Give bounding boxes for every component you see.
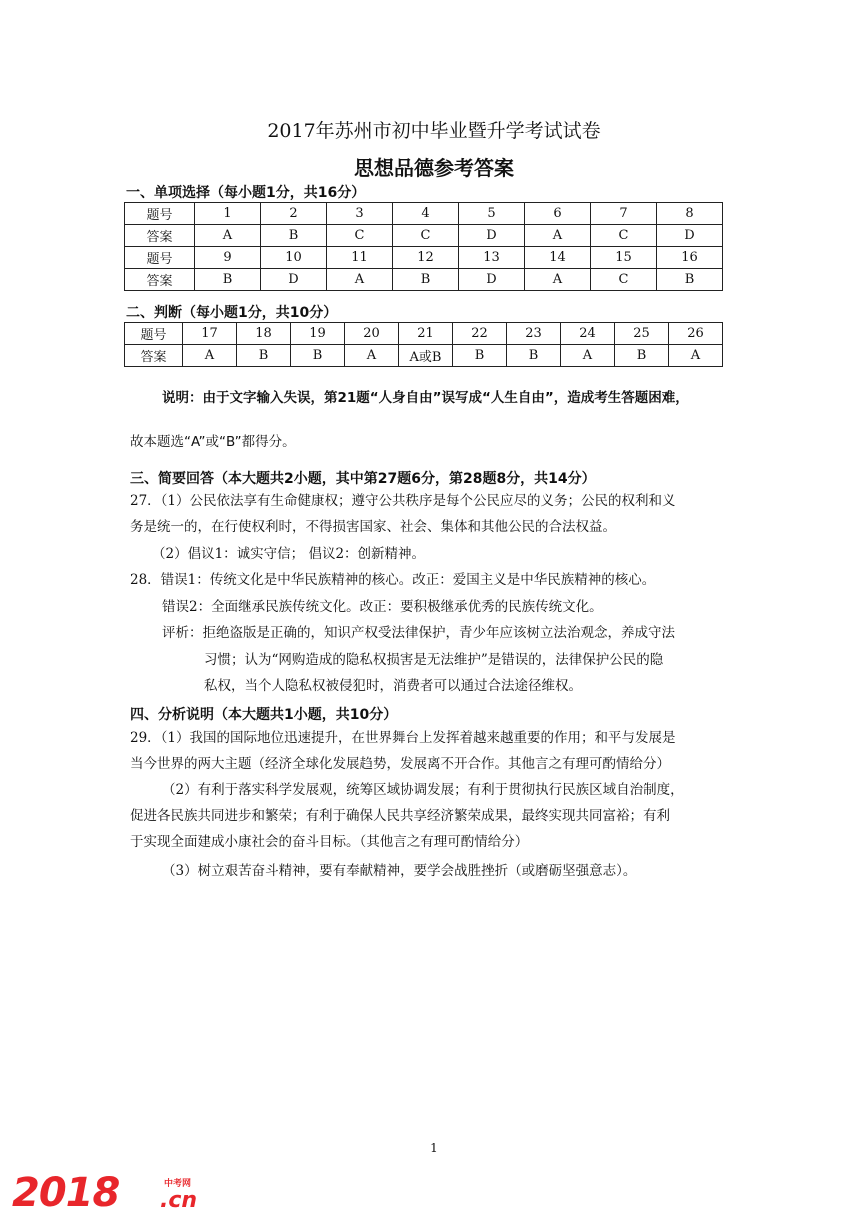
table-cell: D <box>459 225 525 247</box>
table-cell: A <box>327 269 393 291</box>
table-cell: 11 <box>327 247 393 269</box>
choice-answer-table <box>124 202 723 291</box>
logo-small-text: 中考网 <box>164 1179 192 1189</box>
page-number: 1 <box>430 1141 438 1155</box>
logo-main-text: 2018 <box>12 1170 120 1216</box>
table-cell: B <box>291 345 345 367</box>
table-cell: B <box>657 269 723 291</box>
answer-line: 27．（1）公民依法享有生命健康权；遵守公共秩序是每个公民应尽的义务；公民的权利和义 <box>130 493 676 509</box>
table-cell: A <box>525 269 591 291</box>
table-cell: 18 <box>237 323 291 345</box>
table-cell: A或B <box>399 345 453 367</box>
table-cell: D <box>657 225 723 247</box>
table-cell: C <box>591 225 657 247</box>
table-cell: 题号 <box>125 247 195 269</box>
table-cell: 答案 <box>125 225 195 247</box>
table-cell: 3 <box>327 203 393 225</box>
note-line-1: 说明：由于文字输入失误，第21题“人身自由”误写成“人生自由”，造成考生答题困难， <box>162 390 689 406</box>
table-row <box>125 323 723 345</box>
table-cell: 7 <box>591 203 657 225</box>
logo-domain-text: .cn <box>160 1188 198 1213</box>
table-cell: 15 <box>591 247 657 269</box>
table-cell: 8 <box>657 203 723 225</box>
table-cell: 2 <box>261 203 327 225</box>
table-row <box>125 345 723 367</box>
answer-line: 错误2：全面继承民族传统文化。改正：要积极继承优秀的民族传统文化。 <box>162 599 603 615</box>
table-cell: B <box>261 225 327 247</box>
table-cell: 24 <box>561 323 615 345</box>
section-1-heading: 一、单项选择（每小题1分，共16分） <box>126 185 366 201</box>
table-row <box>125 269 723 291</box>
table-cell: C <box>327 225 393 247</box>
table-cell: D <box>261 269 327 291</box>
answer-line: 促进各民族共同进步和繁荣；有利于确保人民共享经济繁荣成果，最终实现共同富裕；有利 <box>130 808 670 824</box>
table-cell: 答案 <box>125 269 195 291</box>
table-cell: 22 <box>453 323 507 345</box>
answer-line: 评析：拒绝盗版是正确的，知识产权受法律保护，青少年应该树立法治观念，养成守法 <box>162 625 675 641</box>
table-cell: 20 <box>345 323 399 345</box>
table-cell: 12 <box>393 247 459 269</box>
table-cell: B <box>615 345 669 367</box>
table-cell: 答案 <box>125 345 183 367</box>
answer-line: 私权，当个人隐私权被侵犯时，消费者可以通过合法途径维权。 <box>204 678 582 694</box>
table-cell: B <box>453 345 507 367</box>
table-cell: C <box>591 269 657 291</box>
table-cell: B <box>237 345 291 367</box>
table-cell: A <box>669 345 723 367</box>
table-cell: 题号 <box>125 323 183 345</box>
section-2-heading: 二、判断（每小题1分，共10分） <box>126 305 338 321</box>
section-3-heading: 三、简要回答（本大题共2小题，其中第27题6分，第28题8分，共14分） <box>130 471 596 487</box>
table-cell: 4 <box>393 203 459 225</box>
answer-line: 当今世界的两大主题（经济全球化发展趋势，发展离不开合作。其他言之有理可酌情给分） <box>130 756 670 772</box>
table-cell: 5 <box>459 203 525 225</box>
table-cell: 题号 <box>125 203 195 225</box>
table-cell: A <box>525 225 591 247</box>
answer-line: 29．（1）我国的国际地位迅速提升，在世界舞台上发挥着越来越重要的作用；和平与发展是 <box>130 730 676 746</box>
answer-line: 28．错误1：传统文化是中华民族精神的核心。改正：爱国主义是中华民族精神的核心。 <box>130 572 656 588</box>
table-cell: 9 <box>195 247 261 269</box>
note-line-2: 故本题选“A”或“B”都得分。 <box>130 434 296 450</box>
table-row <box>125 247 723 269</box>
table-row <box>125 225 723 247</box>
site-logo <box>12 1170 212 1220</box>
answer-line: （3）树立艰苦奋斗精神，要有奉献精神，要学会战胜挫折（或磨砺坚强意志）。 <box>162 863 637 879</box>
judgement-answer-table <box>124 322 723 367</box>
table-cell: A <box>195 225 261 247</box>
table-cell: B <box>507 345 561 367</box>
table-row <box>125 203 723 225</box>
table-cell: B <box>393 269 459 291</box>
answer-line: 习惯；认为“网购造成的隐私权损害是无法维护”是错误的，法律保护公民的隐 <box>204 652 664 668</box>
table-cell: 13 <box>459 247 525 269</box>
table-cell: 10 <box>261 247 327 269</box>
table-cell: C <box>393 225 459 247</box>
table-cell: A <box>183 345 237 367</box>
answer-line: （2）有利于落实科学发展观，统筹区域协调发展；有利于贯彻执行民族区域自治制度， <box>162 782 684 798</box>
table-cell: 21 <box>399 323 453 345</box>
answer-line: （2）倡议1：诚实守信； 倡议2：创新精神。 <box>152 546 426 562</box>
table-cell: 16 <box>657 247 723 269</box>
table-cell: 1 <box>195 203 261 225</box>
document-subtitle: 思想品德参考答案 <box>354 156 514 180</box>
table-cell: 6 <box>525 203 591 225</box>
answer-line: 务是统一的，在行使权利时，不得损害国家、社会、集体和其他公民的合法权益。 <box>130 519 616 535</box>
answer-line: 于实现全面建成小康社会的奋斗目标。（其他言之有理可酌情给分） <box>130 834 529 850</box>
table-cell: 17 <box>183 323 237 345</box>
table-cell: 23 <box>507 323 561 345</box>
table-cell: D <box>459 269 525 291</box>
table-cell: A <box>345 345 399 367</box>
table-cell: B <box>195 269 261 291</box>
table-cell: A <box>561 345 615 367</box>
section-4-heading: 四、分析说明（本大题共1小题，共10分） <box>130 707 398 723</box>
table-cell: 26 <box>669 323 723 345</box>
table-cell: 14 <box>525 247 591 269</box>
document-title: 2017年苏州市初中毕业暨升学考试试卷 <box>267 120 601 142</box>
table-cell: 19 <box>291 323 345 345</box>
table-cell: 25 <box>615 323 669 345</box>
